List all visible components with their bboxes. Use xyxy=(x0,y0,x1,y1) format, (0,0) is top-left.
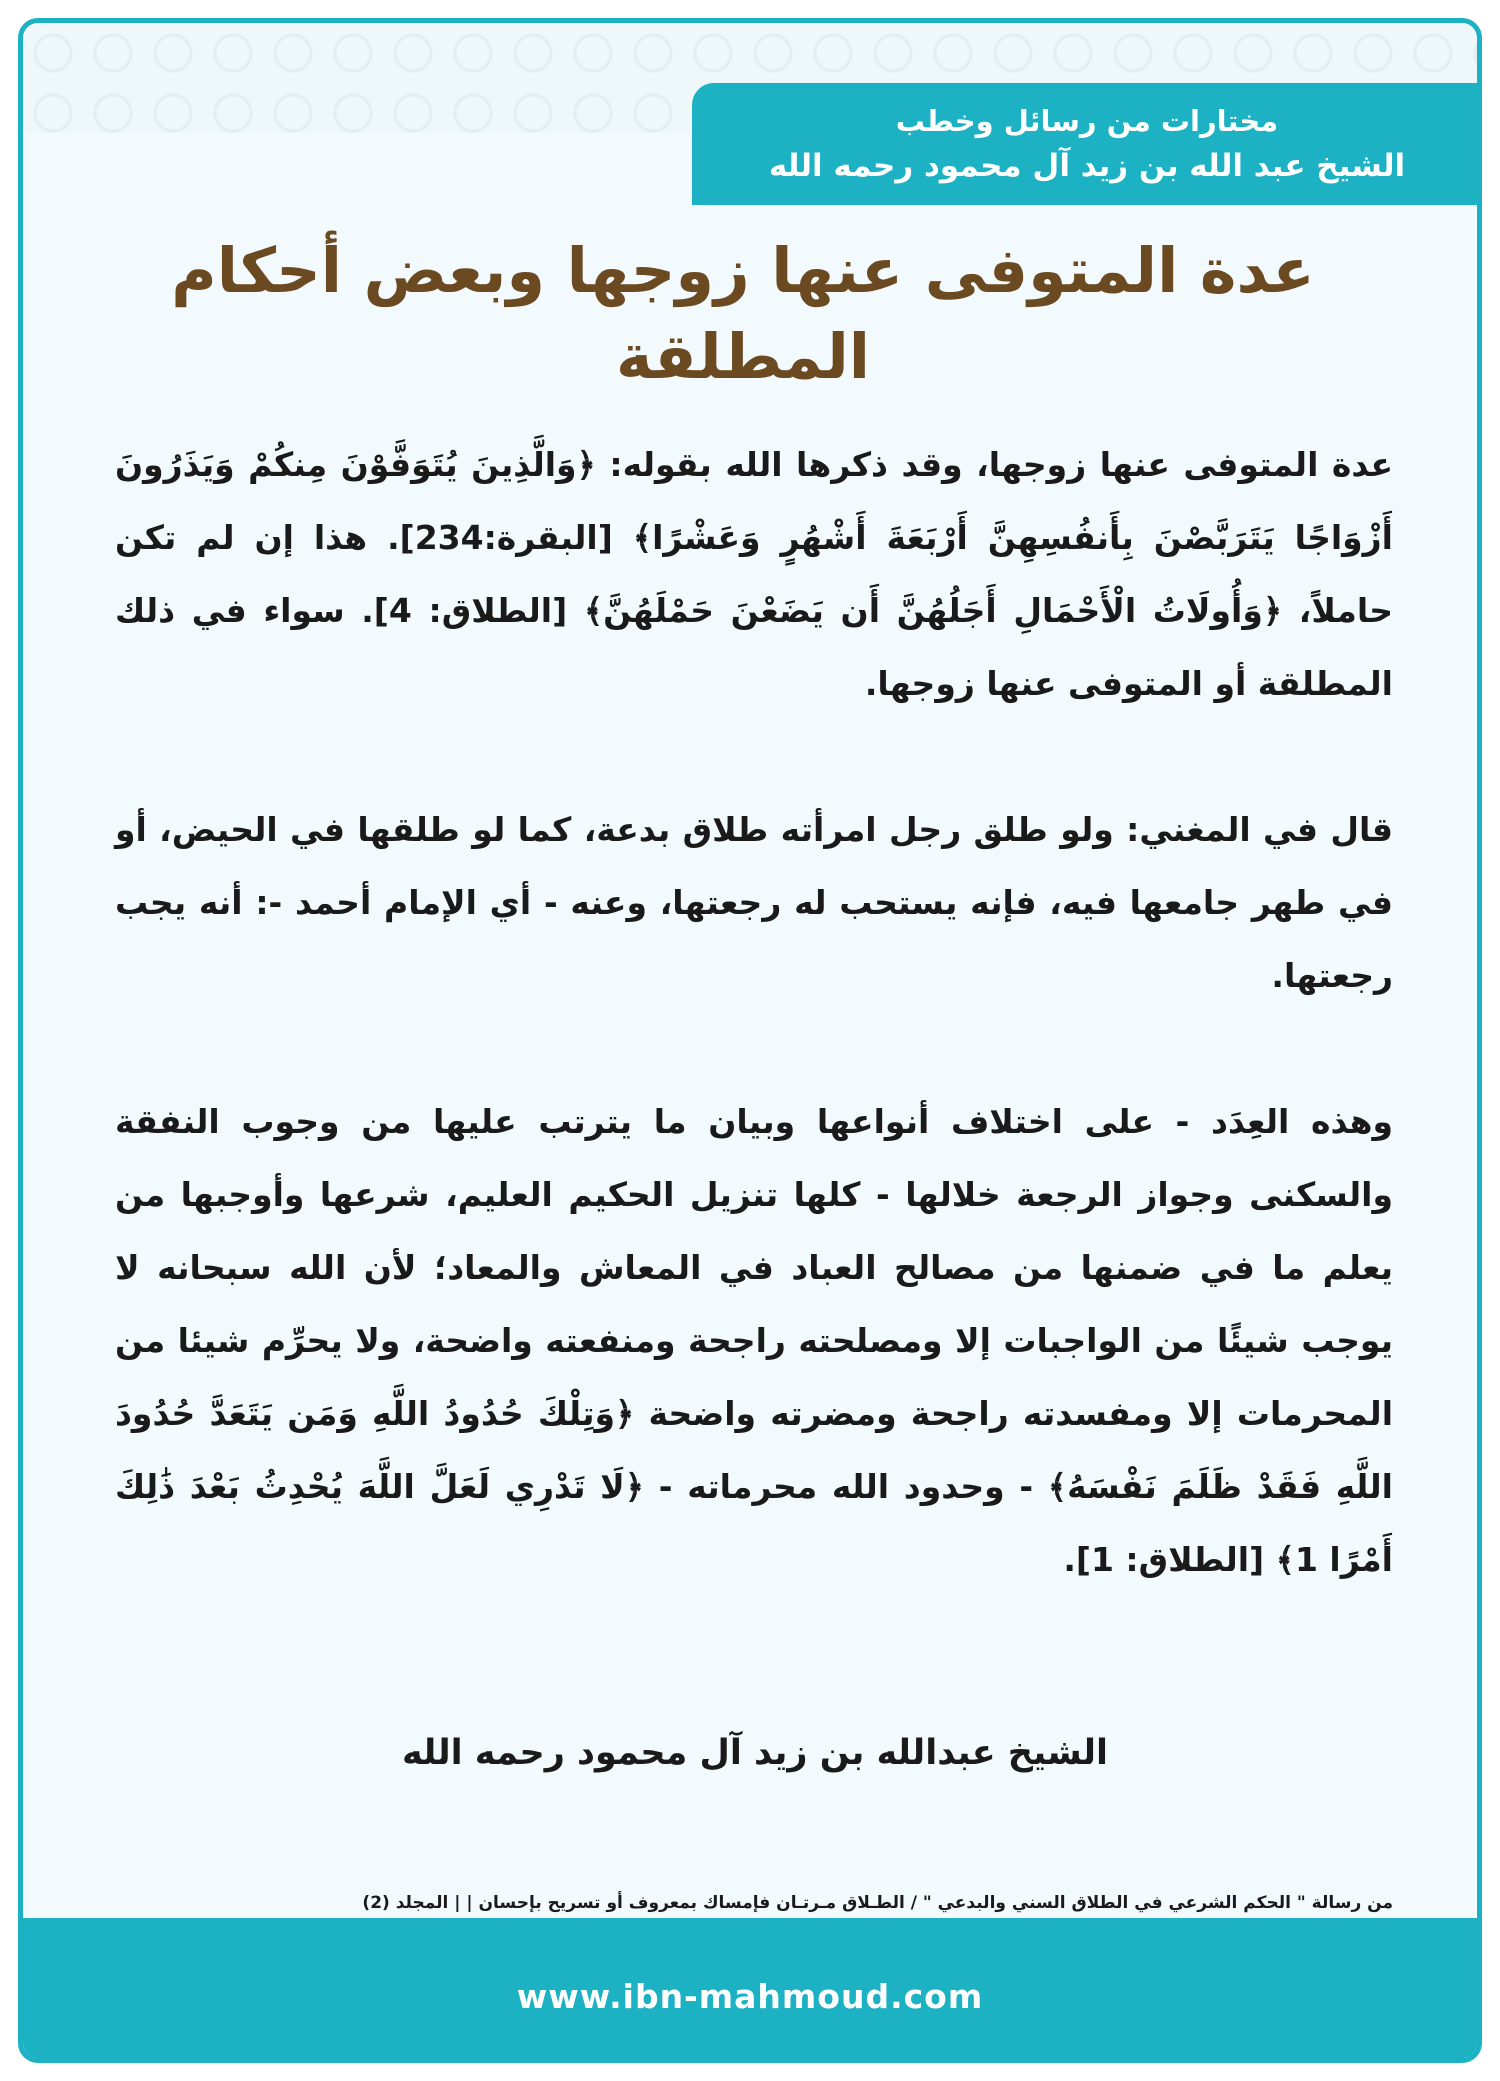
series-title: مختارات من رسائل وخطب xyxy=(895,104,1279,138)
page-title: عدة المتوفى عنها زوجها وبعض أحكام المطلقة xyxy=(171,234,1315,393)
document-card xyxy=(18,18,1482,2063)
paragraph-1: عدة المتوفى عنها زوجها، وقد ذكرها الله بقوله: ﴿وَالَّذِينَ يُتَوَفَّوْنَ مِنكُمْ وَيَذَرُونَ أَزْوَاجًا يَتَرَبَّصْنَ بِأَنفُسِهِنَّ أَرْبَعَةَ أَشْهُرٍ وَعَشْرًا﴾ [البقرة:234]. هذا إن لم تكن حاملاً، ﴿وَأُولَاتُ الْأَحْمَالِ أَجَلُهُنَّ أَن يَضَعْنَ حَمْلَهُنَّ﴾ [الطلاق: 4]. سواء في ذلك المطلقة أو المتوفى عنها زوجها. xyxy=(115,445,1394,703)
footer-bar xyxy=(23,1918,1477,2058)
paragraph-3: وهذه العِدَد - على اختلاف أنواعها وبيان ما يترتب عليها من وجوب النفقة والسكنى وجواز الرجعة خلالها - كلها تنزيل الحكيم العليم، شرعها وأوجبها من يعلم ما في ضمنها من مصالح العباد في المعاش والمعاد؛ لأن الله سبحانه لا يوجب شيئًا من الواجبات إلا ومصلحته راجحة ومنفعته واضحة، ولا يحرِّم شيئا من المحرمات إلا ومفسدته راجحة ومضرته واضحة ﴿وَتِلْكَ حُدُودُ اللَّهِ وَمَن يَتَعَدَّ حُدُودَ اللَّهِ فَقَدْ ظَلَمَ نَفْسَهُ﴾ - وحدود الله محرماته - ﴿لَا تَدْرِي لَعَلَّ اللَّهَ يُحْدِثُ بَعْدَ ذَٰلِكَ أَمْرًا 1﴾ [الطلاق: 1]. xyxy=(115,1102,1393,1579)
header-banner xyxy=(692,83,1482,205)
author-name: الشيخ عبد الله بن زيد آل محمود رحمه الله xyxy=(768,148,1406,184)
paragraph-2: قال في المغني: ولو طلق رجل امرأته طلاق بدعة، كما لو طلقها في الحيض، أو في طهر جامعها فيه، فإنه يستحب له رجعتها، وعنه - أي الإمام أحمد -: أنه يجب رجعتها. xyxy=(115,810,1393,995)
source-citation: من رسالة " الحكم الشرعي في الطلاق السني والبدعي " / الطـلاق مـرتـان فإمساك بمعروف أو تسريح بإحسان | | المجلد (2) xyxy=(362,1893,1393,1913)
website-link[interactable]: www.ibn-mahmoud.com xyxy=(516,1976,984,2016)
article-body xyxy=(115,428,1393,1596)
signature: الشيخ عبدالله بن زيد آل محمود رحمه الله xyxy=(401,1733,1109,1773)
